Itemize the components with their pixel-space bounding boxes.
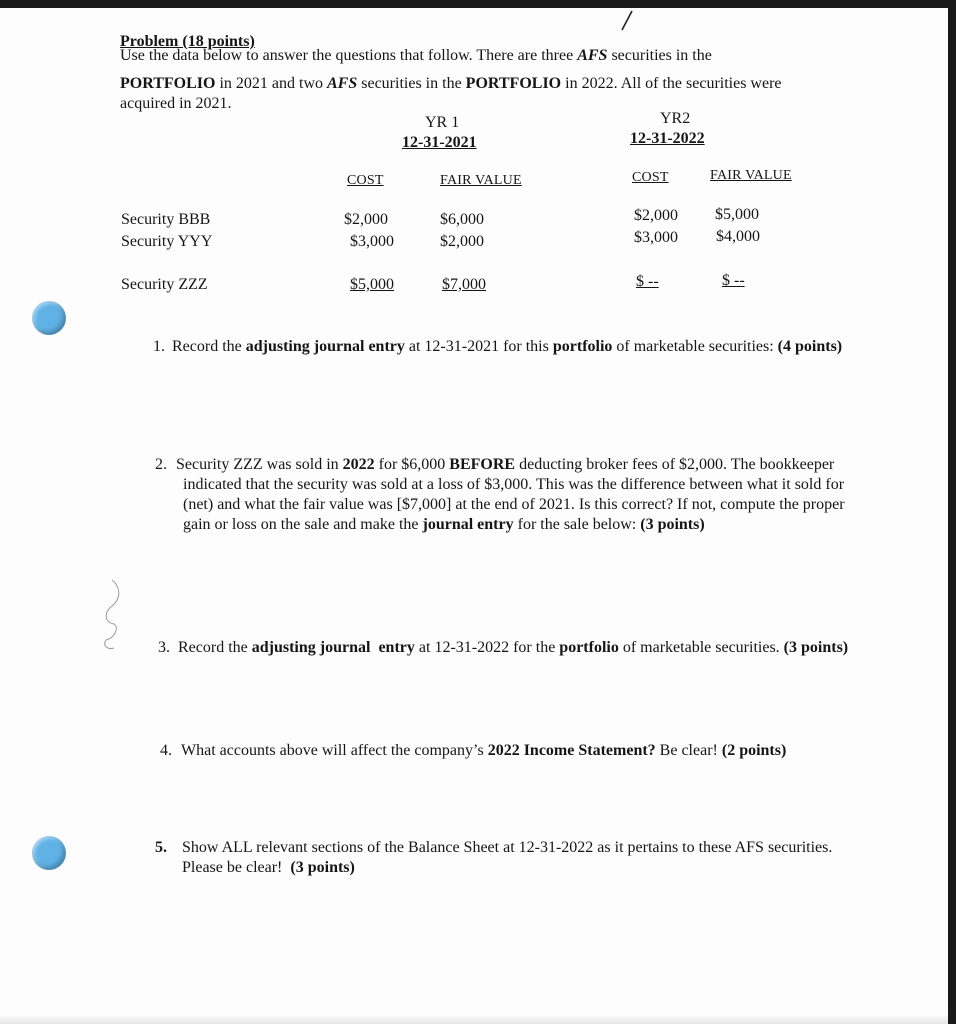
row-cost-yr2: $2,000	[634, 207, 678, 224]
handwritten-squiggle	[98, 576, 138, 656]
row-cost-yr1: $5,000	[350, 276, 394, 293]
q2-line-4: gain or loss on the sale and make the journal entry for the sale below: (3 points)	[183, 516, 705, 533]
page-edge-shadow	[0, 1014, 948, 1024]
row-fv-yr2: $ --	[722, 272, 745, 289]
row-name: Security BBB	[121, 211, 211, 228]
row-cost-yr1: $2,000	[344, 211, 388, 228]
row-fv-yr2: $5,000	[715, 206, 759, 223]
q3-number: 3.	[158, 639, 170, 656]
row-name: Security YYY	[121, 233, 213, 250]
binder-hole-top	[32, 301, 66, 335]
q5-line-2: Please be clear! (3 points)	[182, 859, 355, 876]
pen-mark	[612, 8, 642, 34]
row-cost-yr1: $3,000	[350, 233, 394, 250]
row-name: Security ZZZ	[121, 276, 208, 293]
col-fv-yr2: FAIR VALUE	[710, 168, 792, 183]
row-cost-yr2: $3,000	[634, 229, 678, 246]
q2-line-1: Security ZZZ was sold in 2022 for $6,000 BEFORE deducting broker fees of $2,000. The bookkeeper	[176, 456, 835, 473]
q2-line-2: indicated that the security was sold at a loss of $3,000. This was the difference between what it sold for	[183, 476, 845, 493]
document-page	[0, 8, 948, 1024]
col-cost-yr1: COST	[347, 173, 384, 188]
problem-title: Problem (18 points)	[120, 33, 255, 50]
q4-number: 4.	[160, 742, 172, 759]
row-cost-yr2: $ --	[636, 273, 659, 290]
col-cost-yr2: COST	[632, 170, 669, 185]
col-fv-yr1: FAIR VALUE	[440, 173, 522, 188]
row-fv-yr1: $6,000	[440, 211, 484, 228]
binder-hole-bottom	[32, 836, 66, 870]
yr1-date: 12-31-2021	[402, 134, 477, 151]
q2-number: 2.	[155, 456, 167, 473]
q4-text: What accounts above will affect the company’s 2022 Income Statement? Be clear! (2 points)	[181, 742, 787, 759]
row-fv-yr1: $7,000	[442, 276, 486, 293]
yr2-label: YR2	[660, 110, 691, 127]
q1-text: Record the adjusting journal entry at 12-31-2021 for this portfolio of marketable securities: (4 points)	[172, 338, 843, 355]
intro-line-3: acquired in 2021.	[120, 95, 232, 112]
q5-line-1: Show ALL relevant sections of the Balance Sheet at 12-31-2022 as it pertains to these AFS securities.	[182, 839, 833, 856]
row-fv-yr1: $2,000	[440, 233, 484, 250]
q1-number: 1.	[153, 338, 165, 355]
yr2-date: 12-31-2022	[630, 130, 705, 147]
intro-line-2: PORTFOLIO in 2021 and two AFS securities in the PORTFOLIO in 2022. All of the securities were	[120, 75, 782, 92]
q5-number: 5.	[155, 839, 167, 856]
q3-text: Record the adjusting journal entry at 12-31-2022 for the portfolio of marketable securities. (3 points)	[178, 639, 849, 656]
yr1-label: YR 1	[425, 114, 460, 131]
row-fv-yr2: $4,000	[716, 228, 760, 245]
intro-line-1: Use the data below to answer the questions that follow. There are three AFS securities in the	[120, 47, 712, 64]
q2-line-3: (net) and what the fair value was [$7,000] at the end of 2021. Is this correct? If not, compute the proper	[183, 496, 845, 513]
